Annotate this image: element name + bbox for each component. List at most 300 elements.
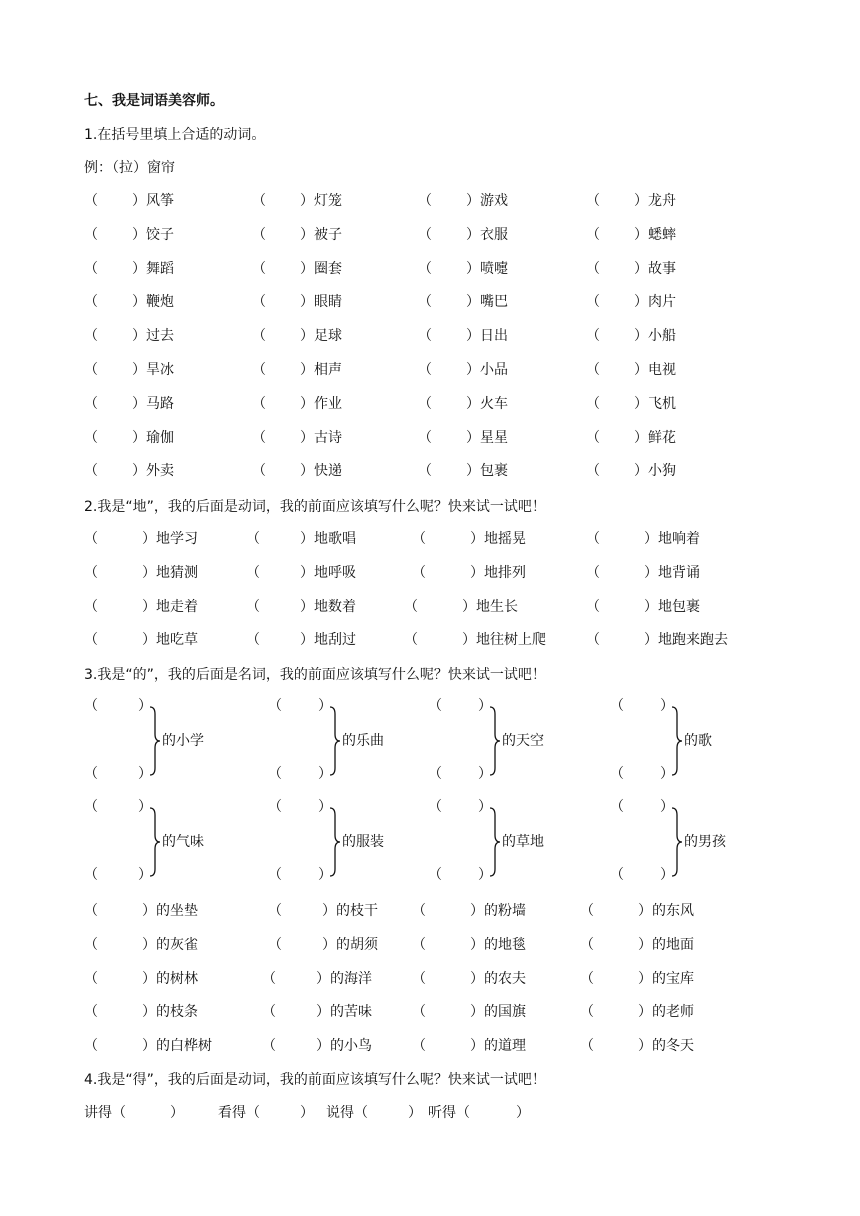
q2-item <box>84 631 198 649</box>
q3-instruction: 3.我是“的”，我的后面是名词，我的前面应该填写什么呢？快来试一试吧！ <box>84 667 546 683</box>
q3-item <box>84 970 198 988</box>
word-label: 鲜花 <box>648 429 676 446</box>
word-label: 蟋蟀 <box>648 226 676 243</box>
q2-item <box>246 598 356 616</box>
open-paren: （ <box>586 463 600 480</box>
q2-item <box>586 631 728 649</box>
close-paren: ） <box>132 395 146 412</box>
word-label: 的冬天 <box>652 1038 694 1055</box>
answer-blank-bottom[interactable]: （ ） <box>428 867 492 883</box>
answer-blank-top[interactable]: （ ） <box>84 799 152 815</box>
close-paren: ） <box>466 328 480 345</box>
open-paren: （ <box>418 260 432 277</box>
close-paren: ） <box>634 260 648 277</box>
q2-item <box>586 564 700 582</box>
close-paren: ） <box>634 226 648 243</box>
q1-item <box>252 192 342 210</box>
open-paren: （ <box>586 328 600 345</box>
curly-brace-icon <box>328 706 342 776</box>
answer-blank-bottom[interactable]: （ ） <box>428 766 492 782</box>
answer-blank-top[interactable]: （ ） <box>428 799 492 815</box>
word-label: 电视 <box>648 362 676 378</box>
close-paren: ） <box>132 429 146 446</box>
q3-item <box>84 1003 198 1021</box>
word-label: 火车 <box>480 395 508 412</box>
q1-item <box>586 361 676 379</box>
answer-blank-top[interactable]: （ ） <box>84 698 152 714</box>
open-paren: （ <box>418 193 432 209</box>
word-label: 的农夫 <box>484 970 526 987</box>
word-label: 的地面 <box>652 936 694 953</box>
close-paren: ） <box>638 970 652 987</box>
q2-item <box>412 564 526 582</box>
q1-item <box>418 462 508 480</box>
word-label: 相声 <box>314 362 342 378</box>
word-label: 的道理 <box>484 1038 526 1055</box>
word-label: 风筝 <box>146 193 174 209</box>
word-label: 瑜伽 <box>146 429 174 446</box>
curly-brace-icon <box>488 807 502 877</box>
q1-item <box>586 462 676 480</box>
word-label: 地刮过 <box>314 632 356 649</box>
open-paren: （ <box>586 226 600 243</box>
close-paren: ） <box>644 632 658 649</box>
q1-item <box>586 260 676 278</box>
curly-brace-icon <box>488 706 502 776</box>
q1-item <box>84 395 174 413</box>
open-paren: （ <box>580 1004 594 1021</box>
word-label: 的气味 <box>162 834 204 850</box>
open-paren: （ <box>84 193 98 209</box>
curly-brace-icon <box>148 807 162 877</box>
q3-item <box>580 1003 694 1021</box>
close-paren: ） <box>132 193 146 209</box>
curly-brace-icon <box>670 706 684 776</box>
answer-blank-top[interactable]: （ ） <box>610 698 674 714</box>
close-paren: ） <box>142 1038 156 1055</box>
q1-example: 例：（拉）窗帘 <box>84 160 175 176</box>
word-label: 的海洋 <box>330 970 372 987</box>
q1-item <box>418 260 508 278</box>
open-paren: （ <box>252 395 266 412</box>
open-paren: （ <box>262 1004 276 1021</box>
open-paren: （ <box>262 1038 276 1055</box>
section-title: 七、我是词语美容师。 <box>84 93 224 109</box>
close-paren: ） <box>300 294 314 311</box>
word-label: 马路 <box>146 395 174 412</box>
q1-item <box>586 395 676 413</box>
open-paren: （ <box>404 598 418 615</box>
close-paren: ） <box>644 531 658 547</box>
open-paren: （ <box>246 531 260 547</box>
q1-instruction: 1.在括号里填上合适的动词。 <box>84 127 266 143</box>
q2-item <box>84 564 198 582</box>
open-paren: （ <box>268 903 282 919</box>
word-label: 古诗 <box>314 429 342 446</box>
q1-item <box>84 260 174 278</box>
word-label: 地呼吸 <box>314 564 356 581</box>
close-paren: ） <box>638 903 652 919</box>
answer-blank-top[interactable]: （ ） <box>428 698 492 714</box>
q2-item <box>404 631 546 649</box>
q4-item: 说得（ ） <box>326 1105 422 1121</box>
word-label: 地跑来跑去 <box>658 632 728 649</box>
open-paren: （ <box>84 970 98 987</box>
open-paren: （ <box>252 429 266 446</box>
close-paren: ） <box>470 903 484 919</box>
word-label: 饺子 <box>146 226 174 243</box>
word-label: 的小鸟 <box>330 1038 372 1055</box>
close-paren: ） <box>462 598 476 615</box>
word-label: 地响着 <box>658 531 700 547</box>
word-label: 足球 <box>314 328 342 345</box>
close-paren: ） <box>300 531 314 547</box>
q1-item <box>586 192 676 210</box>
q2-item <box>84 598 198 616</box>
open-paren: （ <box>84 531 98 547</box>
answer-blank-bottom[interactable]: （ ） <box>84 867 152 883</box>
word-label: 快递 <box>314 463 342 480</box>
close-paren: ） <box>316 1038 330 1055</box>
close-paren: ） <box>142 903 156 919</box>
close-paren: ） <box>466 463 480 480</box>
answer-blank-top[interactable]: （ ） <box>268 799 332 815</box>
open-paren: （ <box>84 936 98 953</box>
q1-item <box>418 395 508 413</box>
open-paren: （ <box>252 328 266 345</box>
close-paren: ） <box>466 395 480 412</box>
word-label: 的白桦树 <box>156 1038 212 1055</box>
open-paren: （ <box>84 395 98 412</box>
q3-item <box>84 1037 212 1055</box>
open-paren: （ <box>404 632 418 649</box>
word-label: 地背诵 <box>658 564 700 581</box>
close-paren: ） <box>316 970 330 987</box>
close-paren: ） <box>132 294 146 311</box>
q3-item <box>580 936 694 954</box>
close-paren: ） <box>638 1038 652 1055</box>
q3-item <box>580 1037 694 1055</box>
q3-item <box>412 902 526 920</box>
close-paren: ） <box>644 598 658 615</box>
close-paren: ） <box>142 598 156 615</box>
q1-item <box>418 361 508 379</box>
word-label: 小狗 <box>648 463 676 480</box>
open-paren: （ <box>252 463 266 480</box>
word-label: 地排列 <box>484 564 526 581</box>
open-paren: （ <box>246 632 260 649</box>
close-paren: ） <box>466 362 480 378</box>
open-paren: （ <box>84 294 98 311</box>
word-label: 衣服 <box>480 226 508 243</box>
word-label: 的地毯 <box>484 936 526 953</box>
word-label: 听得 <box>428 1105 456 1121</box>
word-label: 的国旗 <box>484 1004 526 1021</box>
answer-blank-bottom[interactable]: （ ） <box>84 766 152 782</box>
close-paren: ） <box>132 260 146 277</box>
open-paren: （ <box>412 1038 426 1055</box>
curly-brace-icon <box>328 807 342 877</box>
open-paren: （ <box>412 936 426 953</box>
close-paren: ） <box>142 936 156 953</box>
q1-item <box>252 462 342 480</box>
close-paren: ） <box>470 936 484 953</box>
word-label: 的男孩 <box>684 834 726 850</box>
word-label: 故事 <box>648 260 676 277</box>
open-paren: （ <box>268 936 282 953</box>
q1-item <box>252 429 342 447</box>
word-label: 的小学 <box>162 733 204 749</box>
open-paren: （ <box>586 193 600 209</box>
word-label: 的坐垫 <box>156 903 198 919</box>
answer-blank-bottom[interactable]: （ ） <box>268 766 332 782</box>
close-paren: ） <box>638 1004 652 1021</box>
word-label: 的天空 <box>502 733 544 749</box>
q4-item: 讲得（ ） <box>84 1105 184 1121</box>
word-label: 肉片 <box>648 294 676 311</box>
open-paren: （ <box>586 564 600 581</box>
answer-blank-bottom[interactable]: （ ） <box>268 867 332 883</box>
close-paren: ） <box>300 226 314 243</box>
open-paren: （ <box>586 395 600 412</box>
open-paren: （ <box>84 260 98 277</box>
close-paren: ） <box>142 564 156 581</box>
open-paren: （ <box>84 903 98 919</box>
open-paren: （ <box>418 226 432 243</box>
q4-item: 听得（ ） <box>428 1105 530 1121</box>
close-paren: ） <box>142 632 156 649</box>
q1-item <box>418 327 508 345</box>
q1-item <box>84 327 174 345</box>
word-label: 的粉墙 <box>484 903 526 919</box>
close-paren: ） <box>142 1004 156 1021</box>
word-label: 地包裹 <box>658 598 700 615</box>
close-paren: ） <box>132 463 146 480</box>
word-label: 的歌 <box>684 733 712 749</box>
word-label: 作业 <box>314 395 342 412</box>
word-label: 旱冰 <box>146 362 174 378</box>
word-label: 过去 <box>146 328 174 345</box>
open-paren: （ <box>84 429 98 446</box>
q1-item <box>252 361 342 379</box>
open-paren: （ <box>586 632 600 649</box>
word-label: 嘴巴 <box>480 294 508 311</box>
word-label: 的枝条 <box>156 1004 198 1021</box>
open-paren: （ <box>252 294 266 311</box>
word-label: 的宝库 <box>652 970 694 987</box>
close-paren: ） <box>316 1004 330 1021</box>
open-paren: （ <box>586 362 600 378</box>
q1-item <box>418 192 508 210</box>
word-label: 地摇晃 <box>484 531 526 547</box>
q3-item <box>84 936 198 954</box>
word-label: 看得 <box>218 1105 246 1121</box>
q1-item <box>586 226 676 244</box>
word-label: 游戏 <box>480 193 508 209</box>
open-paren: （ <box>580 970 594 987</box>
close-paren: ） <box>634 328 648 345</box>
open-paren: （ <box>84 598 98 615</box>
q1-item <box>252 260 342 278</box>
close-paren: ） <box>470 564 484 581</box>
close-paren: ） <box>300 598 314 615</box>
q2-item <box>586 530 700 548</box>
close-paren: ） <box>132 226 146 243</box>
open-paren: （ <box>412 531 426 547</box>
close-paren: ） <box>634 429 648 446</box>
close-paren: ） <box>142 970 156 987</box>
open-paren: （ <box>586 294 600 311</box>
word-label: 的草地 <box>502 834 544 850</box>
close-paren: ） <box>322 903 336 919</box>
q1-item <box>84 192 174 210</box>
close-paren: ） <box>300 260 314 277</box>
answer-blank-bottom[interactable]: （ ） <box>610 867 674 883</box>
word-label: 舞蹈 <box>146 260 174 277</box>
word-label: 日出 <box>480 328 508 345</box>
q1-item <box>586 327 676 345</box>
open-paren: （ <box>586 429 600 446</box>
word-label: 地生长 <box>476 598 518 615</box>
q2-item <box>84 530 198 548</box>
q1-item <box>418 293 508 311</box>
q3-item <box>412 1003 526 1021</box>
curly-brace-icon <box>670 807 684 877</box>
q1-item <box>418 226 508 244</box>
word-label: 的灰雀 <box>156 936 198 953</box>
close-paren: ） <box>132 328 146 345</box>
word-label: 说得 <box>326 1105 354 1121</box>
close-paren: ） <box>466 294 480 311</box>
word-label: 喷嚏 <box>480 260 508 277</box>
q3-item <box>580 902 694 920</box>
q3-item <box>412 970 526 988</box>
open-paren: （ <box>84 362 98 378</box>
q3-item <box>84 902 198 920</box>
open-paren: （ <box>580 936 594 953</box>
close-paren: ） <box>466 429 480 446</box>
close-paren: ） <box>300 395 314 412</box>
q3-item <box>262 970 372 988</box>
open-paren: （ <box>84 1004 98 1021</box>
close-paren: ） <box>470 531 484 547</box>
word-label: 飞机 <box>648 395 676 412</box>
word-label: 地往树上爬 <box>476 632 546 649</box>
open-paren: （ <box>84 632 98 649</box>
q1-item <box>418 429 508 447</box>
open-paren: （ <box>252 260 266 277</box>
word-label: 小品 <box>480 362 508 378</box>
q1-item <box>252 327 342 345</box>
close-paren: ） <box>466 260 480 277</box>
close-paren: ） <box>462 632 476 649</box>
word-label: 地学习 <box>156 531 198 547</box>
word-label: 的苦味 <box>330 1004 372 1021</box>
q1-item <box>252 395 342 413</box>
open-paren: （ <box>580 903 594 919</box>
q2-item <box>246 564 356 582</box>
close-paren: ） <box>470 970 484 987</box>
open-paren: （ <box>252 226 266 243</box>
q1-item <box>586 293 676 311</box>
q4-instruction: 4.我是“得”，我的后面是动词，我的前面应该填写什么呢？快来试一试吧！ <box>84 1072 546 1088</box>
word-label: 的枝干 <box>336 903 378 919</box>
open-paren: （ <box>418 294 432 311</box>
close-paren: ） <box>300 193 314 209</box>
open-paren: （ <box>84 1038 98 1055</box>
q3-item <box>268 936 378 954</box>
answer-blank-top[interactable]: （ ） <box>610 799 674 815</box>
q1-item <box>84 293 174 311</box>
open-paren: （ <box>412 564 426 581</box>
q3-item <box>262 1037 372 1055</box>
q3-item <box>412 936 526 954</box>
word-label: 的树林 <box>156 970 198 987</box>
q2-instruction: 2.我是“地”，我的后面是动词，我的前面应该填写什么呢？快来试一试吧！ <box>84 499 546 515</box>
close-paren: ） <box>634 294 648 311</box>
close-paren: ） <box>300 362 314 378</box>
open-paren: （ <box>412 1004 426 1021</box>
word-label: 眼睛 <box>314 294 342 311</box>
word-label: 龙舟 <box>648 193 676 209</box>
open-paren: （ <box>412 970 426 987</box>
word-label: 讲得 <box>84 1105 112 1121</box>
word-label: 地吃草 <box>156 632 198 649</box>
open-paren: （ <box>246 598 260 615</box>
word-label: 外卖 <box>146 463 174 480</box>
q1-item <box>586 429 676 447</box>
q1-item <box>84 429 174 447</box>
open-paren: （ <box>418 362 432 378</box>
q2-item <box>246 530 356 548</box>
close-paren: ） <box>644 564 658 581</box>
curly-brace-icon <box>148 706 162 776</box>
word-label: 被子 <box>314 226 342 243</box>
close-paren: ） <box>300 564 314 581</box>
q2-item <box>246 631 356 649</box>
word-label: 的乐曲 <box>342 733 384 749</box>
open-paren: （ <box>84 226 98 243</box>
close-paren: ） <box>634 193 648 209</box>
close-paren: ） <box>470 1038 484 1055</box>
word-label: 的胡须 <box>336 936 378 953</box>
q3-item <box>262 1003 372 1021</box>
close-paren: ） <box>300 429 314 446</box>
q3-item <box>580 970 694 988</box>
open-paren: （ <box>418 463 432 480</box>
word-label: 小船 <box>648 328 676 345</box>
open-paren: （ <box>252 193 266 209</box>
open-paren: （ <box>418 328 432 345</box>
q3-item <box>268 902 378 920</box>
open-paren: （ <box>412 903 426 919</box>
close-paren: ） <box>634 463 648 480</box>
word-label: 的东风 <box>652 903 694 919</box>
q2-item <box>412 530 526 548</box>
close-paren: ） <box>466 193 480 209</box>
open-paren: （ <box>418 395 432 412</box>
open-paren: （ <box>580 1038 594 1055</box>
q4-item: 看得（ ） <box>218 1105 314 1121</box>
word-label: 灯笼 <box>314 193 342 209</box>
word-label: 地走着 <box>156 598 198 615</box>
close-paren: ） <box>300 328 314 345</box>
answer-blank-top[interactable]: （ ） <box>268 698 332 714</box>
open-paren: （ <box>252 362 266 378</box>
answer-blank-bottom[interactable]: （ ） <box>610 766 674 782</box>
word-label: 地猜测 <box>156 564 198 581</box>
open-paren: （ <box>586 598 600 615</box>
